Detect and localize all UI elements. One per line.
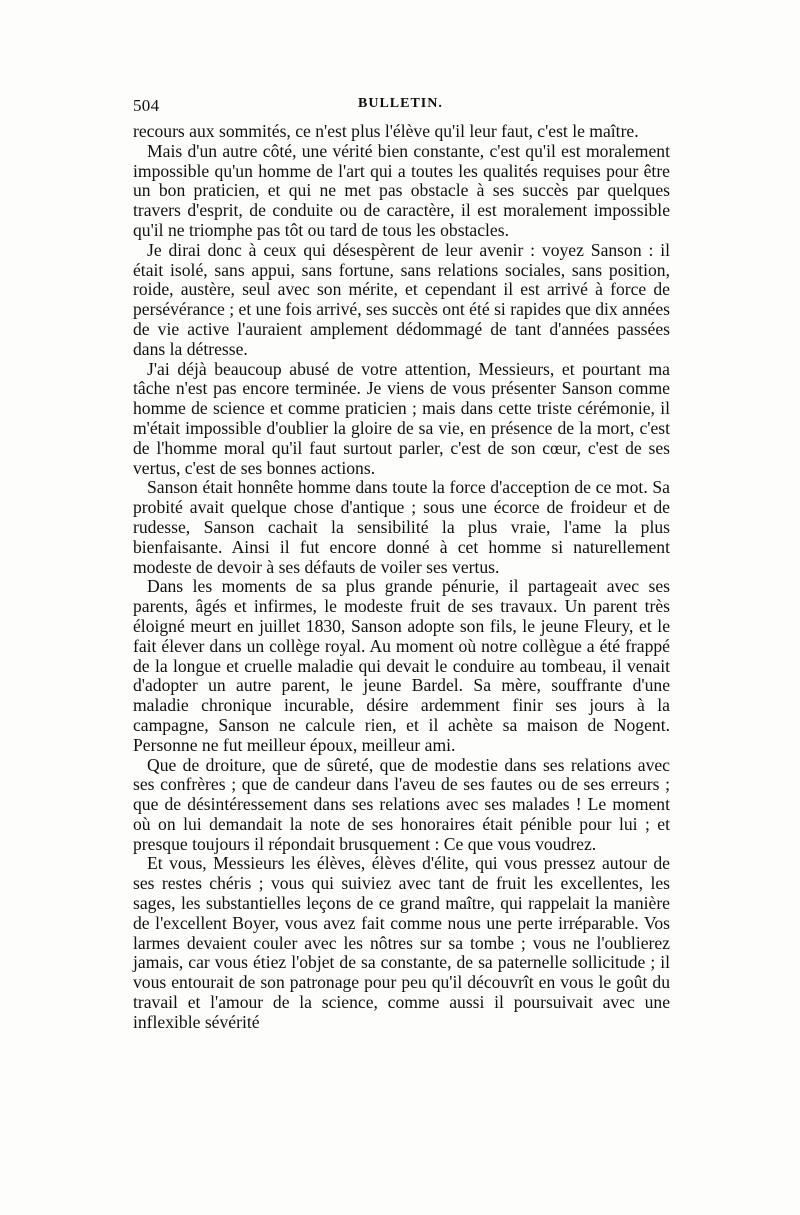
- paragraph: Sanson était honnête homme dans toute la force d'acception de ce mot. Sa probité avait quelque chose d'antique ; sous une écorce de froideur et de rudesse, Sanson cachait la sensibilité la plus vraie, l'ame la plus bienfaisante. Ainsi il fut encore donné à cet homme si naturellement modeste de devoir à ses défauts de voiler ses vertus.: [133, 477, 670, 577]
- paragraph: Dans les moments de sa plus grande pénurie, il partageait avec ses parents, âgés et infirmes, le modeste fruit de ses travaux. Un parent très éloigné meurt en juillet 1830, Sanson adopte son fils, le jeune Fleury, et le fait élever dans un collège royal. Au moment où notre collègue a été frappé de la longue et cruelle maladie qui devait le conduire au tombeau, il venait d'adopter un autre parent, le jeune Bardel. Sa mère, souffrante d'une maladie chronique incurable, désire ardemment finir ses jours à la campagne, Sanson ne calcule rien, et il achète sa maison de Nogent. Personne ne fut meilleur époux, meilleur ami.: [133, 576, 670, 755]
- page-header: [133, 96, 670, 120]
- body-text: [133, 122, 670, 1033]
- paragraph: Mais d'un autre côté, une vérité bien constante, c'est qu'il est moralement impossible qu'un homme de l'art qui a toutes les qualités requises pour être un bon praticien, et qui ne met pas obstacle à ses succès par quelques travers d'esprit, de conduite ou de caractère, il est moralement impossible qu'il ne triomphe pas tôt ou tard de tous les obstacles.: [133, 140, 670, 240]
- paragraph: J'ai déjà beaucoup abusé de votre attention, Messieurs, et pourtant ma tâche n'est pas encore terminée. Je viens de vous présenter Sanson comme homme de science et comme praticien ; mais dans cette triste cérémonie, il m'était impossible d'oublier la gloire de sa vie, en présence de la mort, c'est de l'homme moral qu'il faut surtout parler, c'est de son cœur, c'est de ses vertus, c'est de ses bonnes actions.: [133, 358, 670, 478]
- paragraph: Je dirai donc à ceux qui désespèrent de leur avenir : voyez Sanson : il était isolé, sans appui, sans fortune, sans relations sociales, sans position, roide, austère, seul avec son mérite, et cependant il est arrivé à force de persévérance ; et une fois arrivé, ses succès ont été si rapides que dix années de vie active l'auraient amplement dédommagé de tant d'années passées dans la détresse.: [133, 239, 670, 359]
- page-number: 504: [133, 96, 160, 115]
- paragraph: Et vous, Messieurs les élèves, élèves d'élite, qui vous pressez autour de ses restes chéris ; vous qui suiviez avec tant de fruit les excellentes, les sages, les substantielles leçons de ce grand maître, qui rappelait la manière de l'excellent Boyer, vous avez fait comme nous une perte irréparable. Vos larmes devaient couler avec les nôtres sur sa tombe ; vous ne l'oublierez jamais, car vous étiez l'objet de sa constante, de sa paternelle sollicitude ; il vous entourait de son patronage pour peu qu'il découvrît en vous le goût du travail et l'amour de la science, comme aussi il poursuivait avec une inflexible sévérité: [133, 853, 670, 1032]
- running-title: BULLETIN.: [358, 96, 443, 111]
- paragraph: recours aux sommités, ce n'est plus l'élève qu'il leur faut, c'est le maître.: [133, 121, 639, 141]
- paragraph: Que de droiture, que de sûreté, que de modestie dans ses relations avec ses confrères ; que de candeur dans l'aveu de ses fautes ou de ses erreurs ; que de désintéressement dans ses relations avec ses malades ! Le moment où on lui demandait la note de ses honoraires était pénible pour lui ; et presque toujours il répondait brusquement : Ce que vous voudrez.: [133, 754, 670, 854]
